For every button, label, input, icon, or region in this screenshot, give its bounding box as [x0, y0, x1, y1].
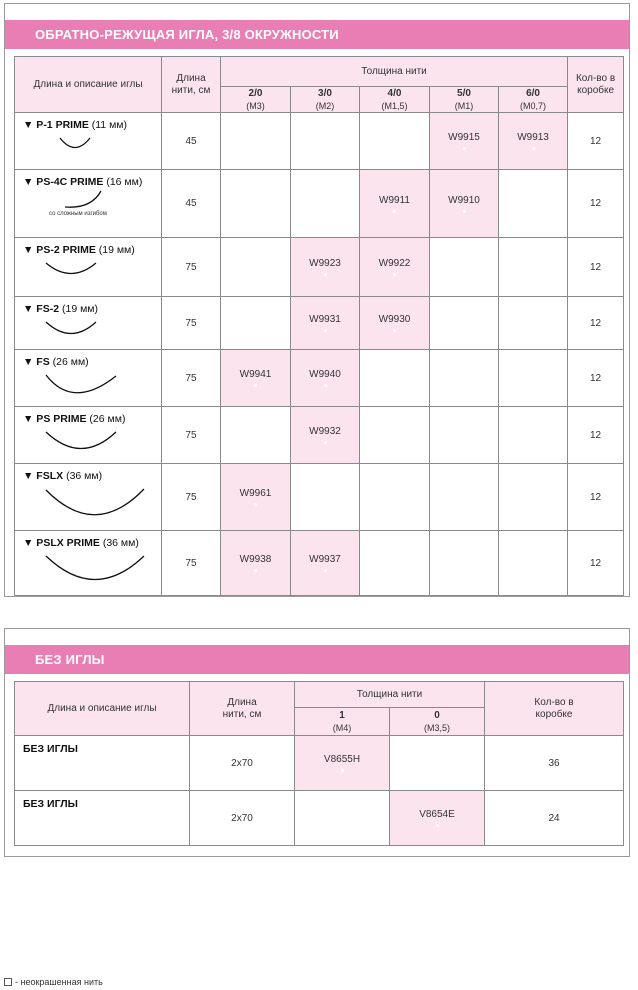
thread-length: 75 [162, 531, 221, 596]
product-code-cell [360, 170, 430, 238]
product-code: W9910 [448, 194, 480, 206]
needle-code: БЕЗ ИГЛЫ [23, 743, 78, 755]
undyed-dot-icon [324, 441, 327, 444]
table-row [15, 238, 624, 297]
size-label: 1 [339, 709, 345, 721]
size-label: 2/0 [248, 87, 263, 99]
section-title: БЕЗ ИГЛЫ [5, 645, 629, 674]
product-code-cell [291, 464, 360, 531]
needle-name [23, 176, 161, 188]
metric-label: (М2) [315, 100, 335, 111]
product-code-cell [360, 297, 430, 350]
product-code-cell [499, 531, 568, 596]
table-row [15, 407, 624, 464]
metric-label: (М3,5) [423, 722, 450, 733]
undyed-dot-icon [463, 210, 466, 213]
undyed-dot-icon [393, 329, 396, 332]
product-code-cell [390, 791, 485, 846]
undyed-dot-icon [393, 273, 396, 276]
table-row [15, 113, 624, 170]
box-quantity: 12 [568, 407, 624, 464]
product-code-cell [295, 736, 390, 791]
table-row [15, 297, 624, 350]
metric-label: (М0,7) [520, 100, 547, 111]
needle-code: ▼ P-1 PRIME [23, 119, 89, 131]
header-qty: Кол-во в коробке [485, 682, 624, 736]
product-code: W9938 [239, 554, 272, 565]
product-code-cell [221, 350, 291, 407]
header-desc: Длина и описание иглы [15, 682, 190, 736]
product-code-cell [390, 736, 485, 791]
product-table-1 [14, 56, 624, 596]
needle-size: (36 мм) [102, 537, 139, 549]
size-header [360, 87, 430, 113]
header-length: Длина нити, см [162, 57, 221, 113]
product-code: W9913 [517, 132, 549, 143]
product-code-cell [360, 238, 430, 297]
needle-description [15, 170, 162, 238]
product-code-cell [291, 170, 360, 238]
needle-code: ▼ FSLX [23, 470, 64, 482]
undyed-dot-icon [341, 769, 344, 772]
product-code: W9911 [379, 194, 410, 206]
product-code-cell [221, 238, 291, 297]
section-reverse-cutting [4, 3, 630, 597]
needle-curve-icon [57, 135, 93, 151]
box-quantity: 12 [568, 297, 624, 350]
product-code: W9937 [309, 554, 341, 565]
needle-description [15, 350, 162, 407]
box-quantity: 12 [568, 238, 624, 297]
needle-name [23, 119, 161, 131]
square-icon [4, 978, 12, 986]
legend [4, 977, 103, 987]
table-row [15, 464, 624, 531]
needle-curve-icon [43, 260, 99, 276]
undyed-dot-icon [463, 147, 466, 150]
size-label: 5/0 [457, 87, 471, 99]
needle-description [15, 791, 190, 846]
undyed-dot-icon [254, 503, 257, 506]
needle-description [15, 113, 162, 170]
needle-name [23, 743, 189, 755]
needle-name [23, 537, 161, 549]
product-code-cell [291, 297, 360, 350]
legend-text: - неокрашенная нить [15, 977, 103, 987]
product-code: W9930 [378, 314, 411, 325]
undyed-dot-icon [324, 569, 327, 572]
thread-length: 75 [162, 297, 221, 350]
needle-description [15, 736, 190, 791]
product-code-cell [291, 531, 360, 596]
undyed-dot-icon [254, 569, 257, 572]
box-quantity: 12 [568, 531, 624, 596]
product-code-cell [499, 350, 568, 407]
header-length: Длина нити, см [190, 682, 295, 736]
size-header [390, 708, 485, 736]
needle-name [23, 470, 161, 482]
product-code-cell [499, 464, 568, 531]
product-code-cell [221, 407, 291, 464]
product-code-cell [360, 464, 430, 531]
undyed-dot-icon [254, 384, 257, 387]
needle-curve-icon [43, 486, 147, 522]
table-row [15, 350, 624, 407]
section-title: ОБРАТНО-РЕЖУЩАЯ ИГЛА, 3/8 ОКРУЖНОСТИ [5, 20, 629, 49]
product-code-cell [221, 170, 291, 238]
needle-code: ▼ PSLX PRIME [23, 537, 100, 549]
product-code-cell [430, 238, 499, 297]
header-qty: Кол-во в коробке [568, 57, 624, 113]
needle-name [23, 303, 161, 315]
metric-label: (М3) [246, 100, 265, 111]
product-code-cell [360, 113, 430, 170]
product-code-cell [291, 350, 360, 407]
needle-code: ▼ PS-4C PRIME [23, 176, 104, 188]
needle-code: ▼ PS-2 PRIME [23, 244, 96, 256]
product-code-cell [430, 170, 499, 238]
size-header [291, 87, 360, 113]
size-label: 3/0 [318, 87, 332, 99]
product-code-cell [291, 113, 360, 170]
box-quantity: 12 [568, 350, 624, 407]
needle-size: (26 мм) [89, 413, 126, 425]
product-code: W9941 [239, 369, 272, 380]
needle-curve-icon [43, 319, 99, 337]
needle-name [23, 356, 161, 368]
header-desc: Длина и описание иглы [15, 57, 162, 113]
table-row [15, 170, 624, 238]
box-quantity: 12 [568, 464, 624, 531]
needle-size: (19 мм) [98, 244, 135, 256]
undyed-dot-icon [324, 273, 327, 276]
thread-length: 75 [162, 350, 221, 407]
box-quantity: 36 [485, 736, 624, 791]
product-code: W9961 [239, 488, 272, 499]
needle-size: (19 мм) [62, 303, 99, 315]
needle-note: со сложным изгибом [49, 211, 107, 217]
undyed-dot-icon [324, 384, 327, 387]
thread-length: 75 [162, 238, 221, 297]
product-code: W9915 [448, 132, 480, 143]
needle-description [15, 238, 162, 297]
table-row [15, 531, 624, 596]
product-code-cell [295, 791, 390, 846]
needle-code: ▼ FS-2 [23, 303, 60, 315]
needle-code: ▼ PS PRIME [23, 413, 87, 425]
product-code-cell [221, 297, 291, 350]
needle-code: БЕЗ ИГЛЫ [23, 798, 78, 810]
needle-size: (11 мм) [91, 119, 127, 131]
product-code: V8655H [323, 754, 361, 765]
size-label: 0 [434, 709, 440, 721]
needle-curve-icon [43, 429, 119, 455]
needle-curve-icon [43, 372, 119, 400]
thread-length: 75 [162, 407, 221, 464]
product-code: W9923 [309, 258, 341, 269]
thread-length: 75 [162, 464, 221, 531]
product-code-cell [499, 238, 568, 297]
needle-name [23, 244, 161, 256]
product-code: W9922 [378, 258, 411, 269]
size-label: 4/0 [387, 87, 402, 99]
size-header [430, 87, 499, 113]
product-code-cell [221, 113, 291, 170]
header-thickness: Толщина нити [295, 682, 485, 708]
product-code-cell [499, 297, 568, 350]
product-code-cell [430, 350, 499, 407]
table-row [15, 791, 624, 846]
product-code: V8654E [419, 809, 455, 820]
undyed-dot-icon [324, 329, 327, 332]
size-header [499, 87, 568, 113]
box-quantity: 12 [568, 170, 624, 238]
product-code-cell [291, 238, 360, 297]
needle-description [15, 407, 162, 464]
box-quantity: 12 [568, 113, 624, 170]
undyed-dot-icon [393, 210, 396, 213]
size-label: 6/0 [526, 87, 540, 99]
product-code-cell [360, 531, 430, 596]
undyed-dot-icon [532, 147, 535, 150]
product-code-cell [221, 464, 291, 531]
product-code-cell [360, 407, 430, 464]
thread-length: 45 [162, 170, 221, 238]
size-header [295, 708, 390, 736]
product-code: W9932 [309, 426, 341, 437]
undyed-dot-icon [436, 824, 439, 827]
table-row [15, 736, 624, 791]
thread-length: 45 [162, 113, 221, 170]
product-code-cell [221, 531, 291, 596]
metric-label: (М1) [454, 100, 474, 111]
needle-code: ▼ FS [23, 356, 50, 368]
product-code: W9940 [309, 369, 341, 380]
needle-curve-icon [61, 189, 105, 211]
needle-description [15, 531, 162, 596]
size-header [221, 87, 291, 113]
product-code-cell [430, 297, 499, 350]
product-code-cell [430, 531, 499, 596]
metric-label: (М4) [332, 722, 352, 733]
product-code-cell [499, 407, 568, 464]
thread-length: 2x70 [190, 736, 295, 791]
needle-description [15, 297, 162, 350]
product-code-cell [360, 350, 430, 407]
header-thickness: Толщина нити [221, 57, 568, 87]
needle-name [23, 798, 189, 810]
section-no-needle [4, 628, 630, 857]
metric-label: (М1,5) [381, 100, 408, 111]
product-code-cell [430, 407, 499, 464]
product-code-cell [430, 464, 499, 531]
needle-size: (16 мм) [106, 176, 143, 188]
thread-length: 2x70 [190, 791, 295, 846]
needle-size: (36 мм) [66, 470, 103, 482]
needle-curve-icon [43, 553, 147, 587]
needle-description [15, 464, 162, 531]
product-code: W9931 [309, 314, 341, 325]
product-code-cell [499, 113, 568, 170]
product-table-2 [14, 681, 624, 846]
box-quantity: 24 [485, 791, 624, 846]
product-code-cell [499, 170, 568, 238]
product-code-cell [291, 407, 360, 464]
needle-size: (26 мм) [52, 356, 89, 368]
product-code-cell [430, 113, 499, 170]
needle-name [23, 413, 161, 425]
